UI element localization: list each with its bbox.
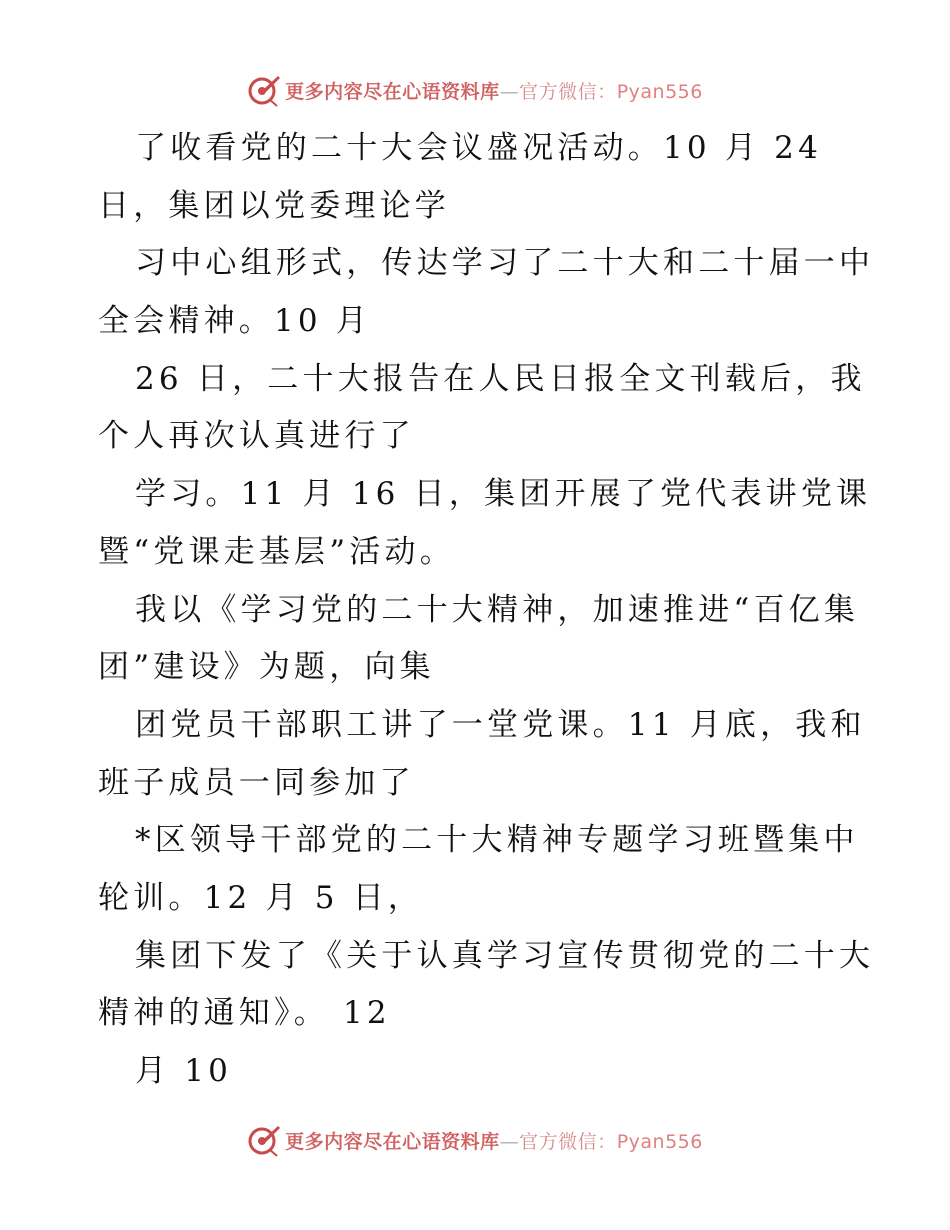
pen-logo-icon	[247, 1123, 281, 1157]
footer-wechat-label: 官方微信：	[519, 1130, 617, 1153]
text-line: 日，集团以党委理论学	[98, 187, 450, 224]
header-watermark-text	[285, 77, 703, 104]
text-line: *区领导干部党的二十大精神专题学习班暨集中	[135, 822, 859, 859]
footer-watermark-text	[285, 1127, 703, 1154]
text-line: 团”建设》为题，向集	[98, 649, 435, 686]
header-watermark-banner	[0, 70, 950, 110]
text-line: 班子成员一同参加了	[98, 764, 415, 801]
text-line: 团党员干部职工讲了一堂党课。11 月底，我和	[135, 706, 866, 743]
text-line: 轮训。12 月 5 日，	[98, 879, 424, 916]
footer-main-text: 更多内容尽在心语资料库	[285, 1130, 500, 1153]
text-line: 我以《学习党的二十大精神，加速推进“百亿集	[135, 591, 860, 628]
text-line: 学习。11 月 16 日，集团开展了党代表讲党课	[135, 476, 872, 513]
text-line: 习中心组形式，传达学习了二十大和二十届一中	[135, 245, 875, 282]
text-line: 了收看党的二十大会议盛况活动。10 月 24	[135, 130, 822, 166]
text-line: 月 10	[135, 1053, 233, 1089]
text-line: 个人再次认真进行了	[98, 418, 415, 455]
document-body	[98, 120, 888, 1101]
text-line: 暨“党课走基层”活动。	[98, 533, 455, 570]
header-wechat-id: Pyan556	[616, 80, 703, 103]
text-line: 26 日，二十大报告在人民日报全文刊载后，我	[135, 360, 866, 397]
footer-wechat-id: Pyan556	[616, 1130, 703, 1153]
header-wechat-label: 官方微信：	[519, 80, 617, 103]
footer-separator: —	[499, 1130, 520, 1153]
text-line: 全会精神。10 月	[98, 303, 372, 340]
header-main-text: 更多内容尽在心语资料库	[285, 80, 500, 103]
text-line: 精神的通知》。 12	[98, 995, 391, 1032]
footer-watermark-banner	[0, 1120, 950, 1160]
header-separator: —	[499, 80, 520, 103]
pen-logo-icon	[247, 73, 281, 107]
text-line: 集团下发了《关于认真学习宣传贯彻党的二十大	[135, 937, 875, 974]
